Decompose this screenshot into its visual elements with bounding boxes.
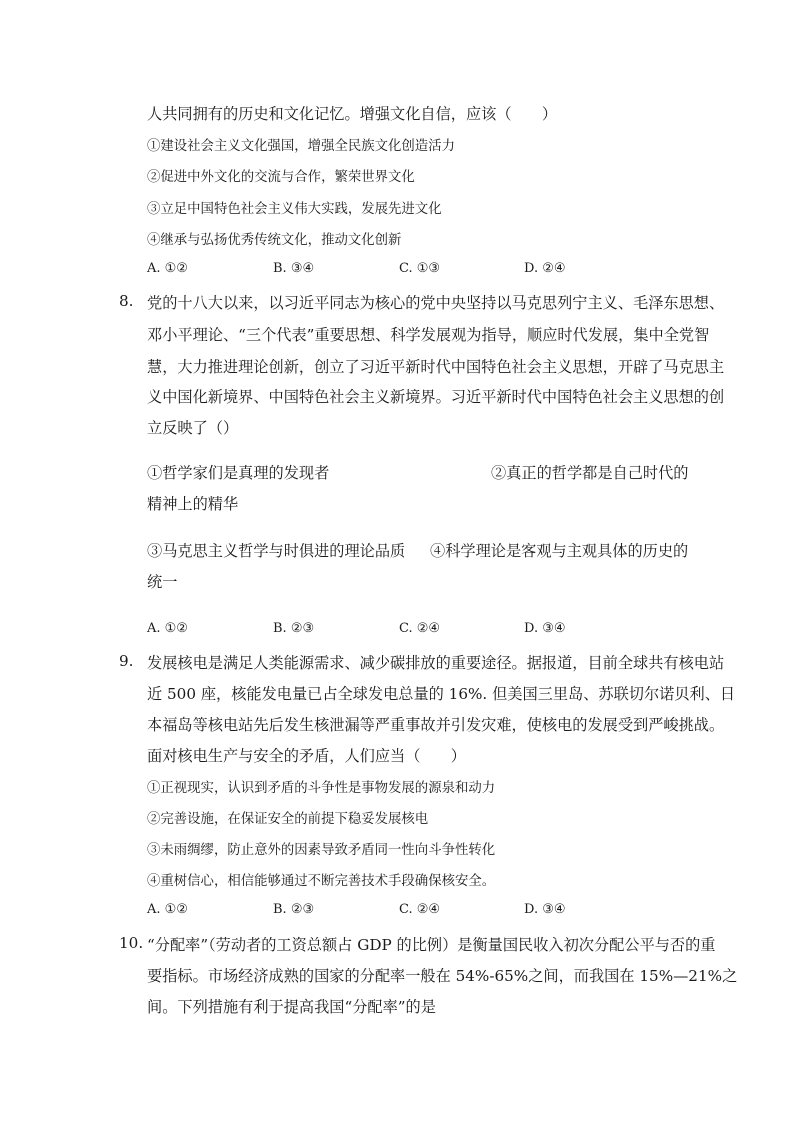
q9-option-b: B. ②③ — [273, 902, 315, 917]
q8-option-d: D. ③④ — [524, 621, 566, 636]
q7-item-2: ②促进中外文化的交流与合作，繁荣世界文化 — [147, 170, 415, 185]
q9-option-d: D. ③④ — [524, 902, 566, 917]
q9-stem-line: 面对核电生产与安全的矛盾，人们应当（ ） — [147, 747, 466, 765]
q9-item-1: ①正视现实，认识到矛盾的斗争性是事物发展的源泉和动力 — [147, 781, 496, 796]
q8-option-a: A. ①② — [147, 621, 188, 636]
q7-item-3: ③立足中国特色社会主义伟大实践，发展先进文化 — [147, 202, 442, 217]
q7-option-d: D. ②④ — [524, 261, 566, 276]
q8-item-2: ②真正的哲学都是自己时代的 — [491, 464, 689, 482]
q7-option-b: B. ③④ — [273, 261, 315, 276]
q7-stem-tail: 人共同拥有的历史和文化记忆。增强文化自信，应该（ ） — [147, 105, 558, 123]
q10-stem-line: “分配率”（劳动者的工资总额占 GDP 的比例）是衡量国民收入初次分配公平与否的重 — [147, 936, 716, 954]
q7-option-a: A. ①② — [147, 261, 188, 276]
q8-stem-line: 慧，大力推进理论创新，创立了习近平新时代中国特色社会主义思想，开辟了马克思主 — [147, 358, 725, 376]
q7-option-c: C. ①③ — [399, 261, 441, 276]
q10-number: 10. — [119, 934, 144, 952]
q7-item-4: ④继承与弘扬优秀传统文化，推动文化创新 — [147, 233, 402, 248]
q8-stem-line: 邓小平理论、“三个代表”重要思想、科学发展观为指导，顺应时代发展，集中全党智 — [147, 326, 710, 344]
q9-item-3: ③未雨绸缪，防止意外的因素导致矛盾同一性向斗争性转化 — [147, 843, 496, 858]
q10-stem-line: 要指标。市场经济成熟的国家的分配率一般在 54%-65%之间，而我国在 15%—21%之 — [147, 967, 738, 985]
q9-stem-line: 发展核电是满足人类能源需求、减少碳排放的重要途径。据报道，目前全球共有核电站 — [147, 654, 725, 672]
q8-option-b: B. ②③ — [273, 621, 315, 636]
q9-stem-line: 近 500 座，核能发电量已占全球发电总量的 16%. 但美国三里岛、苏联切尔诺贝利、日 — [147, 685, 736, 703]
q9-option-c: C. ②④ — [399, 902, 441, 917]
q8-item-4-cont: 统一 — [147, 573, 178, 591]
q8-option-c: C. ②④ — [399, 621, 441, 636]
q8-stem-line: 党的十八大以来，以习近平同志为核心的党中央坚持以马克思列宁主义、毛泽东思想、 — [147, 294, 725, 312]
q7-item-1: ①建设社会主义文化强国，增强全民族文化创造活力 — [147, 139, 455, 154]
q9-item-2: ②完善设施，在保证安全的前提下稳妥发展核电 — [147, 812, 429, 827]
q8-stem-line: 立反映了（） — [147, 419, 239, 437]
q8-item-3: ③马克思主义哲学与时俱进的理论品质 — [147, 542, 406, 560]
q8-number: 8. — [119, 292, 134, 310]
q9-option-a: A. ①② — [147, 902, 188, 917]
q10-stem-line: 间。下列措施有利于提高我国“分配率”的是 — [147, 998, 436, 1016]
q9-number: 9. — [119, 652, 134, 670]
q8-stem-line: 义中国化新境界、中国特色社会主义新境界。习近平新时代中国特色社会主义思想的创 — [147, 388, 725, 406]
q9-stem-line: 本福岛等核电站先后发生核泄漏等严重事故并引发灾难，使核电的发展受到严峻挑战。 — [147, 716, 725, 734]
q8-item-2-cont: 精神上的精华 — [147, 495, 239, 513]
q8-item-1: ①哲学家们是真理的发现者 — [147, 464, 330, 482]
q8-item-4: ④科学理论是客观与主观具体的历史的 — [430, 542, 689, 560]
q9-item-4: ④重树信心，相信能够通过不断完善技术手段确保核安全。 — [147, 874, 496, 889]
